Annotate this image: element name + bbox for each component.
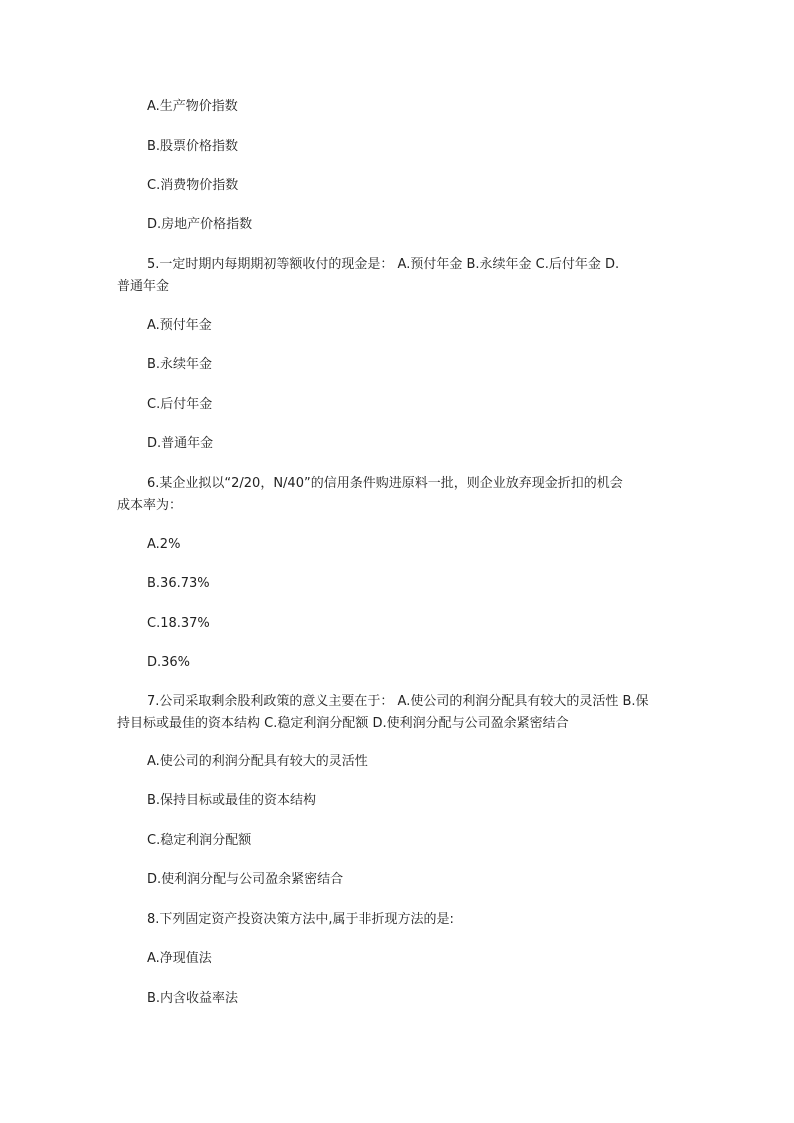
- q5-option-d: D.普通年金: [147, 436, 214, 451]
- q6-stem-line1: 6.某企业拟以“2/20，N/40”的信用条件购进原料一批，则企业放弃现金折扣的机会: [147, 476, 623, 491]
- q7-stem-line1: 7.公司采取剩余股利政策的意义主要在于： A.使公司的利润分配具有较大的灵活性 B.保: [147, 694, 649, 709]
- q7-option-a: A.使公司的利润分配具有较大的灵活性: [147, 754, 368, 769]
- q5-option-b: B.永续年金: [147, 357, 213, 372]
- q5-option-a: A.预付年金: [147, 318, 212, 333]
- q5-stem-line1: 5.一定时期内每期期初等额收付的现金是： A.预付年金 B.永续年金 C.后付年金 D.: [147, 257, 620, 272]
- q7-option-c: C.稳定利润分配额: [147, 833, 252, 848]
- q4-option-b: B.股票价格指数: [147, 139, 239, 154]
- q5-option-c: C.后付年金: [147, 397, 213, 412]
- q6-option-b: B.36.73%: [147, 576, 210, 591]
- q8-option-a: A.净现值法: [147, 951, 212, 966]
- q4-option-c: C.消费物价指数: [147, 178, 239, 193]
- q7-option-b: B.保持目标或最佳的资本结构: [147, 793, 317, 808]
- q4-option-a: A.生产物价指数: [147, 99, 238, 114]
- q7-stem-line2: 持目标或最佳的资本结构 C.稳定利润分配额 D.使利润分配与公司盈余紧密结合: [117, 716, 569, 731]
- q6-option-a: A.2%: [147, 537, 181, 552]
- q4-option-d: D.房地产价格指数: [147, 217, 253, 232]
- q7-option-d: D.使利润分配与公司盈余紧密结合: [147, 872, 344, 887]
- q8-stem-line1: 8.下列固定资产投资决策方法中,属于非折现方法的是:: [147, 912, 454, 927]
- q6-option-d: D.36%: [147, 655, 191, 670]
- q5-stem-line2: 普通年金: [117, 279, 170, 294]
- q6-option-c: C.18.37%: [147, 616, 210, 631]
- q6-stem-line2: 成本率为：: [117, 498, 183, 513]
- q8-option-b: B.内含收益率法: [147, 991, 239, 1006]
